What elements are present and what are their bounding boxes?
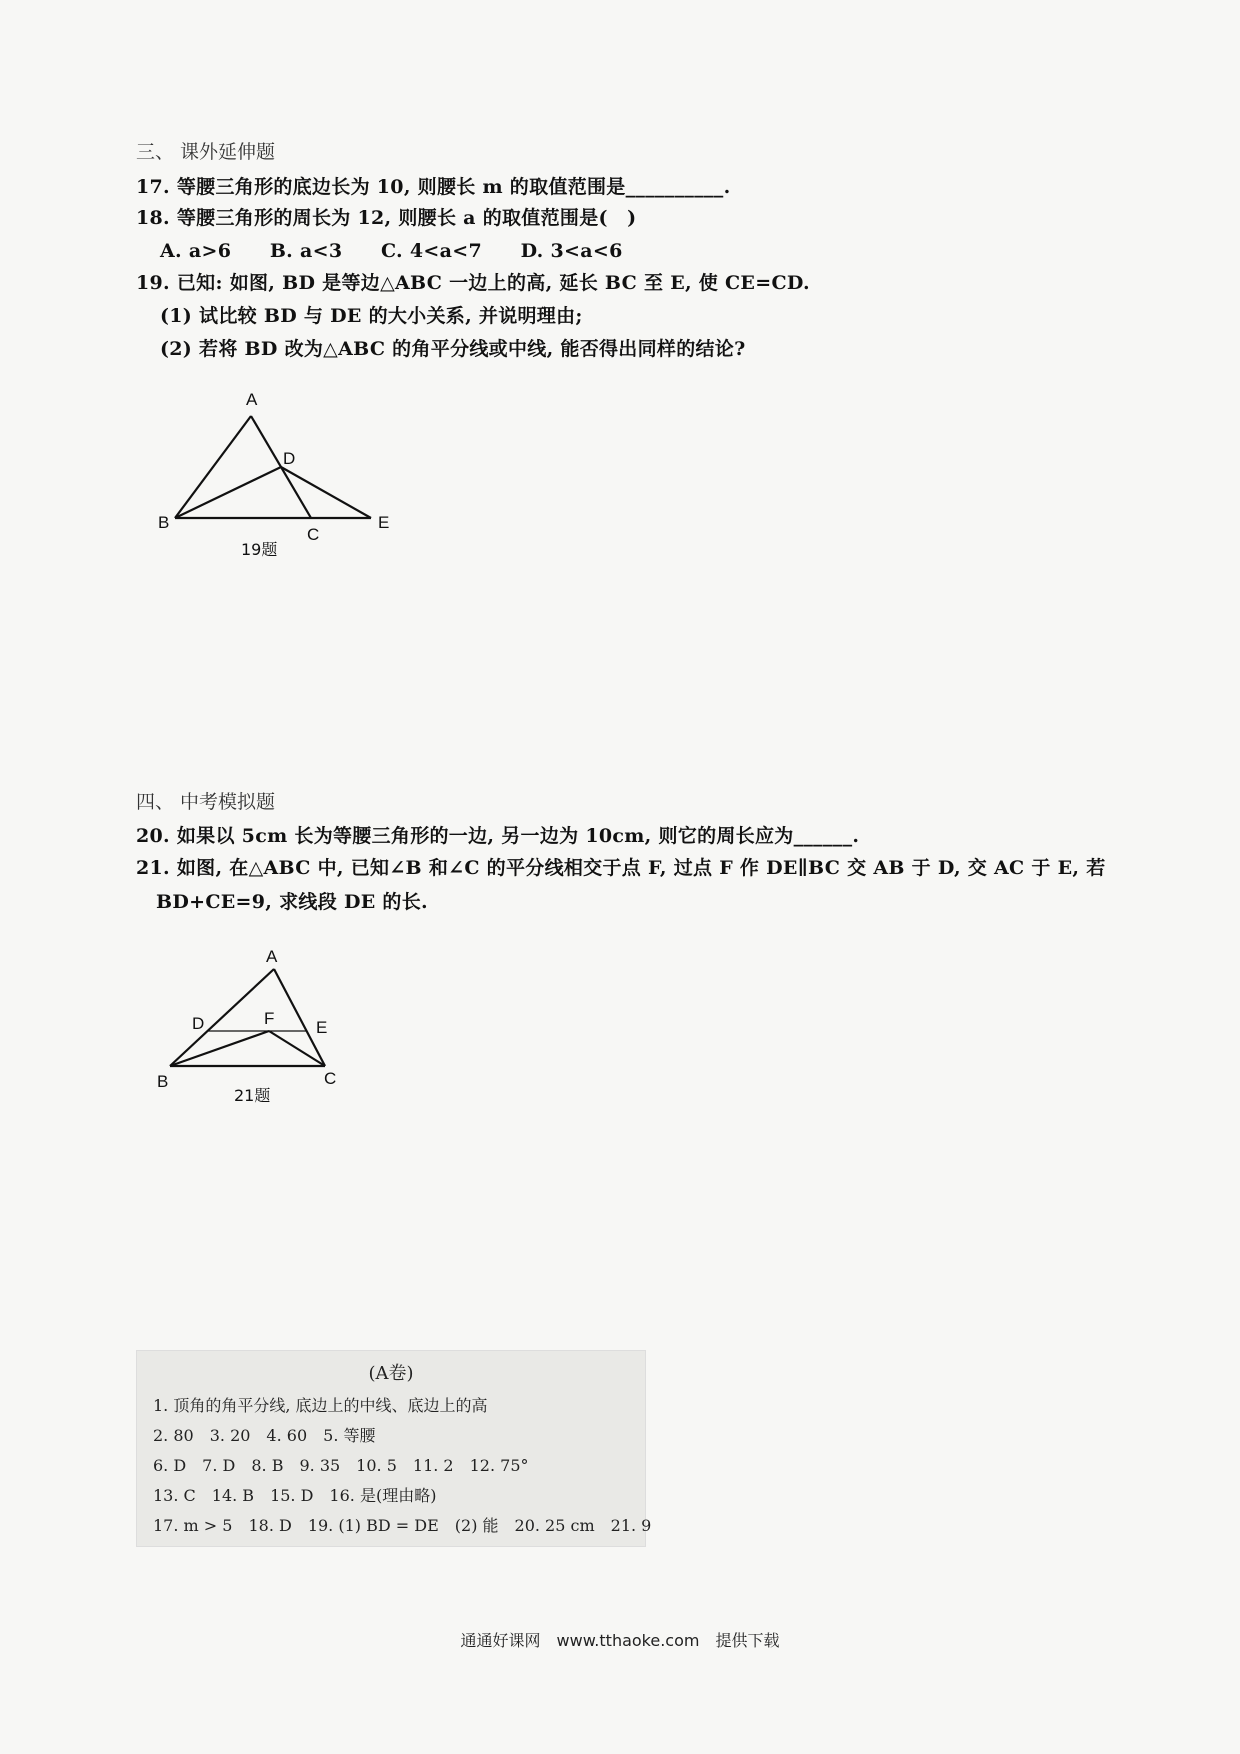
question-19-part-2: (2) 若将 BD 改为△ABC 的角平分线或中线, 能否得出同样的结论? [160, 338, 746, 360]
answer-line-3: 6. D 7. D 8. B 9. 35 10. 5 11. 2 12. 75° [153, 1456, 529, 1475]
question-17: 17. 等腰三角形的底边长为 10, 则腰长 m 的取值范围是__________. [136, 176, 731, 198]
fig21-label-a: A [266, 947, 278, 966]
answer-line-5: 17. m > 5 18. D 19. (1) BD = DE (2) 能 20. 25 cm 21. 9 [153, 1516, 652, 1535]
fig21-segment-bf [170, 1031, 269, 1066]
fig21-label-c: C [324, 1069, 337, 1088]
figure-19 [150, 385, 410, 565]
question-18-options: A. a>6 B. a<3 C. 4<a<7 D. 3<a<6 [160, 240, 623, 262]
section-3-title: 三、 课外延伸题 [136, 141, 276, 163]
answer-line-2: 2. 80 3. 20 4. 60 5. 等腰 [153, 1426, 376, 1445]
answer-line-4: 13. C 14. B 15. D 16. 是(理由略) [153, 1486, 437, 1505]
fig19-label-d: D [283, 449, 296, 468]
question-19-part-1: (1) 试比较 BD 与 DE 的大小关系, 并说明理由; [160, 305, 583, 327]
question-20: 20. 如果以 5cm 长为等腰三角形的一边, 另一边为 10cm, 则它的周长应为______. [136, 825, 860, 847]
fig19-label-a: A [246, 390, 258, 409]
fig19-label-c: C [307, 525, 320, 544]
fig21-segment-ab [170, 969, 274, 1066]
figure-21 [150, 945, 370, 1110]
fig19-label-b: B [158, 513, 170, 532]
fig19-label-e: E [378, 513, 390, 532]
fig19-caption: 19题 [241, 540, 278, 559]
section-4-title: 四、 中考模拟题 [136, 791, 276, 813]
fig21-caption: 21题 [234, 1086, 271, 1105]
answer-key-header: (A卷) [368, 1363, 414, 1384]
question-21-line-2: BD+CE=9, 求线段 DE 的长. [156, 891, 428, 913]
question-19: 19. 已知: 如图, BD 是等边△ABC 一边上的高, 延长 BC 至 E, 使 CE=CD. [136, 272, 810, 294]
fig19-segment-ab [175, 416, 251, 518]
answer-key-box [136, 1350, 652, 1547]
page-footer: 通通好课网 www.tthaoke.com 提供下载 [460, 1631, 780, 1650]
fig19-segment-bd [175, 467, 281, 518]
answer-line-1: 1. 顶角的角平分线, 底边上的中线、底边上的高 [153, 1396, 488, 1415]
question-21-line-1: 21. 如图, 在△ABC 中, 已知∠B 和∠C 的平分线相交于点 F, 过点 F 作 DE∥BC 交 AB 于 D, 交 AC 于 E, 若 [136, 857, 1106, 879]
fig21-label-f: F [264, 1009, 275, 1028]
fig21-label-d: D [192, 1014, 205, 1033]
fig21-label-b: B [157, 1072, 169, 1091]
fig19-segment-de [281, 467, 371, 518]
question-18: 18. 等腰三角形的周长为 12, 则腰长 a 的取值范围是( ) [136, 207, 637, 229]
fig21-label-e: E [316, 1018, 328, 1037]
